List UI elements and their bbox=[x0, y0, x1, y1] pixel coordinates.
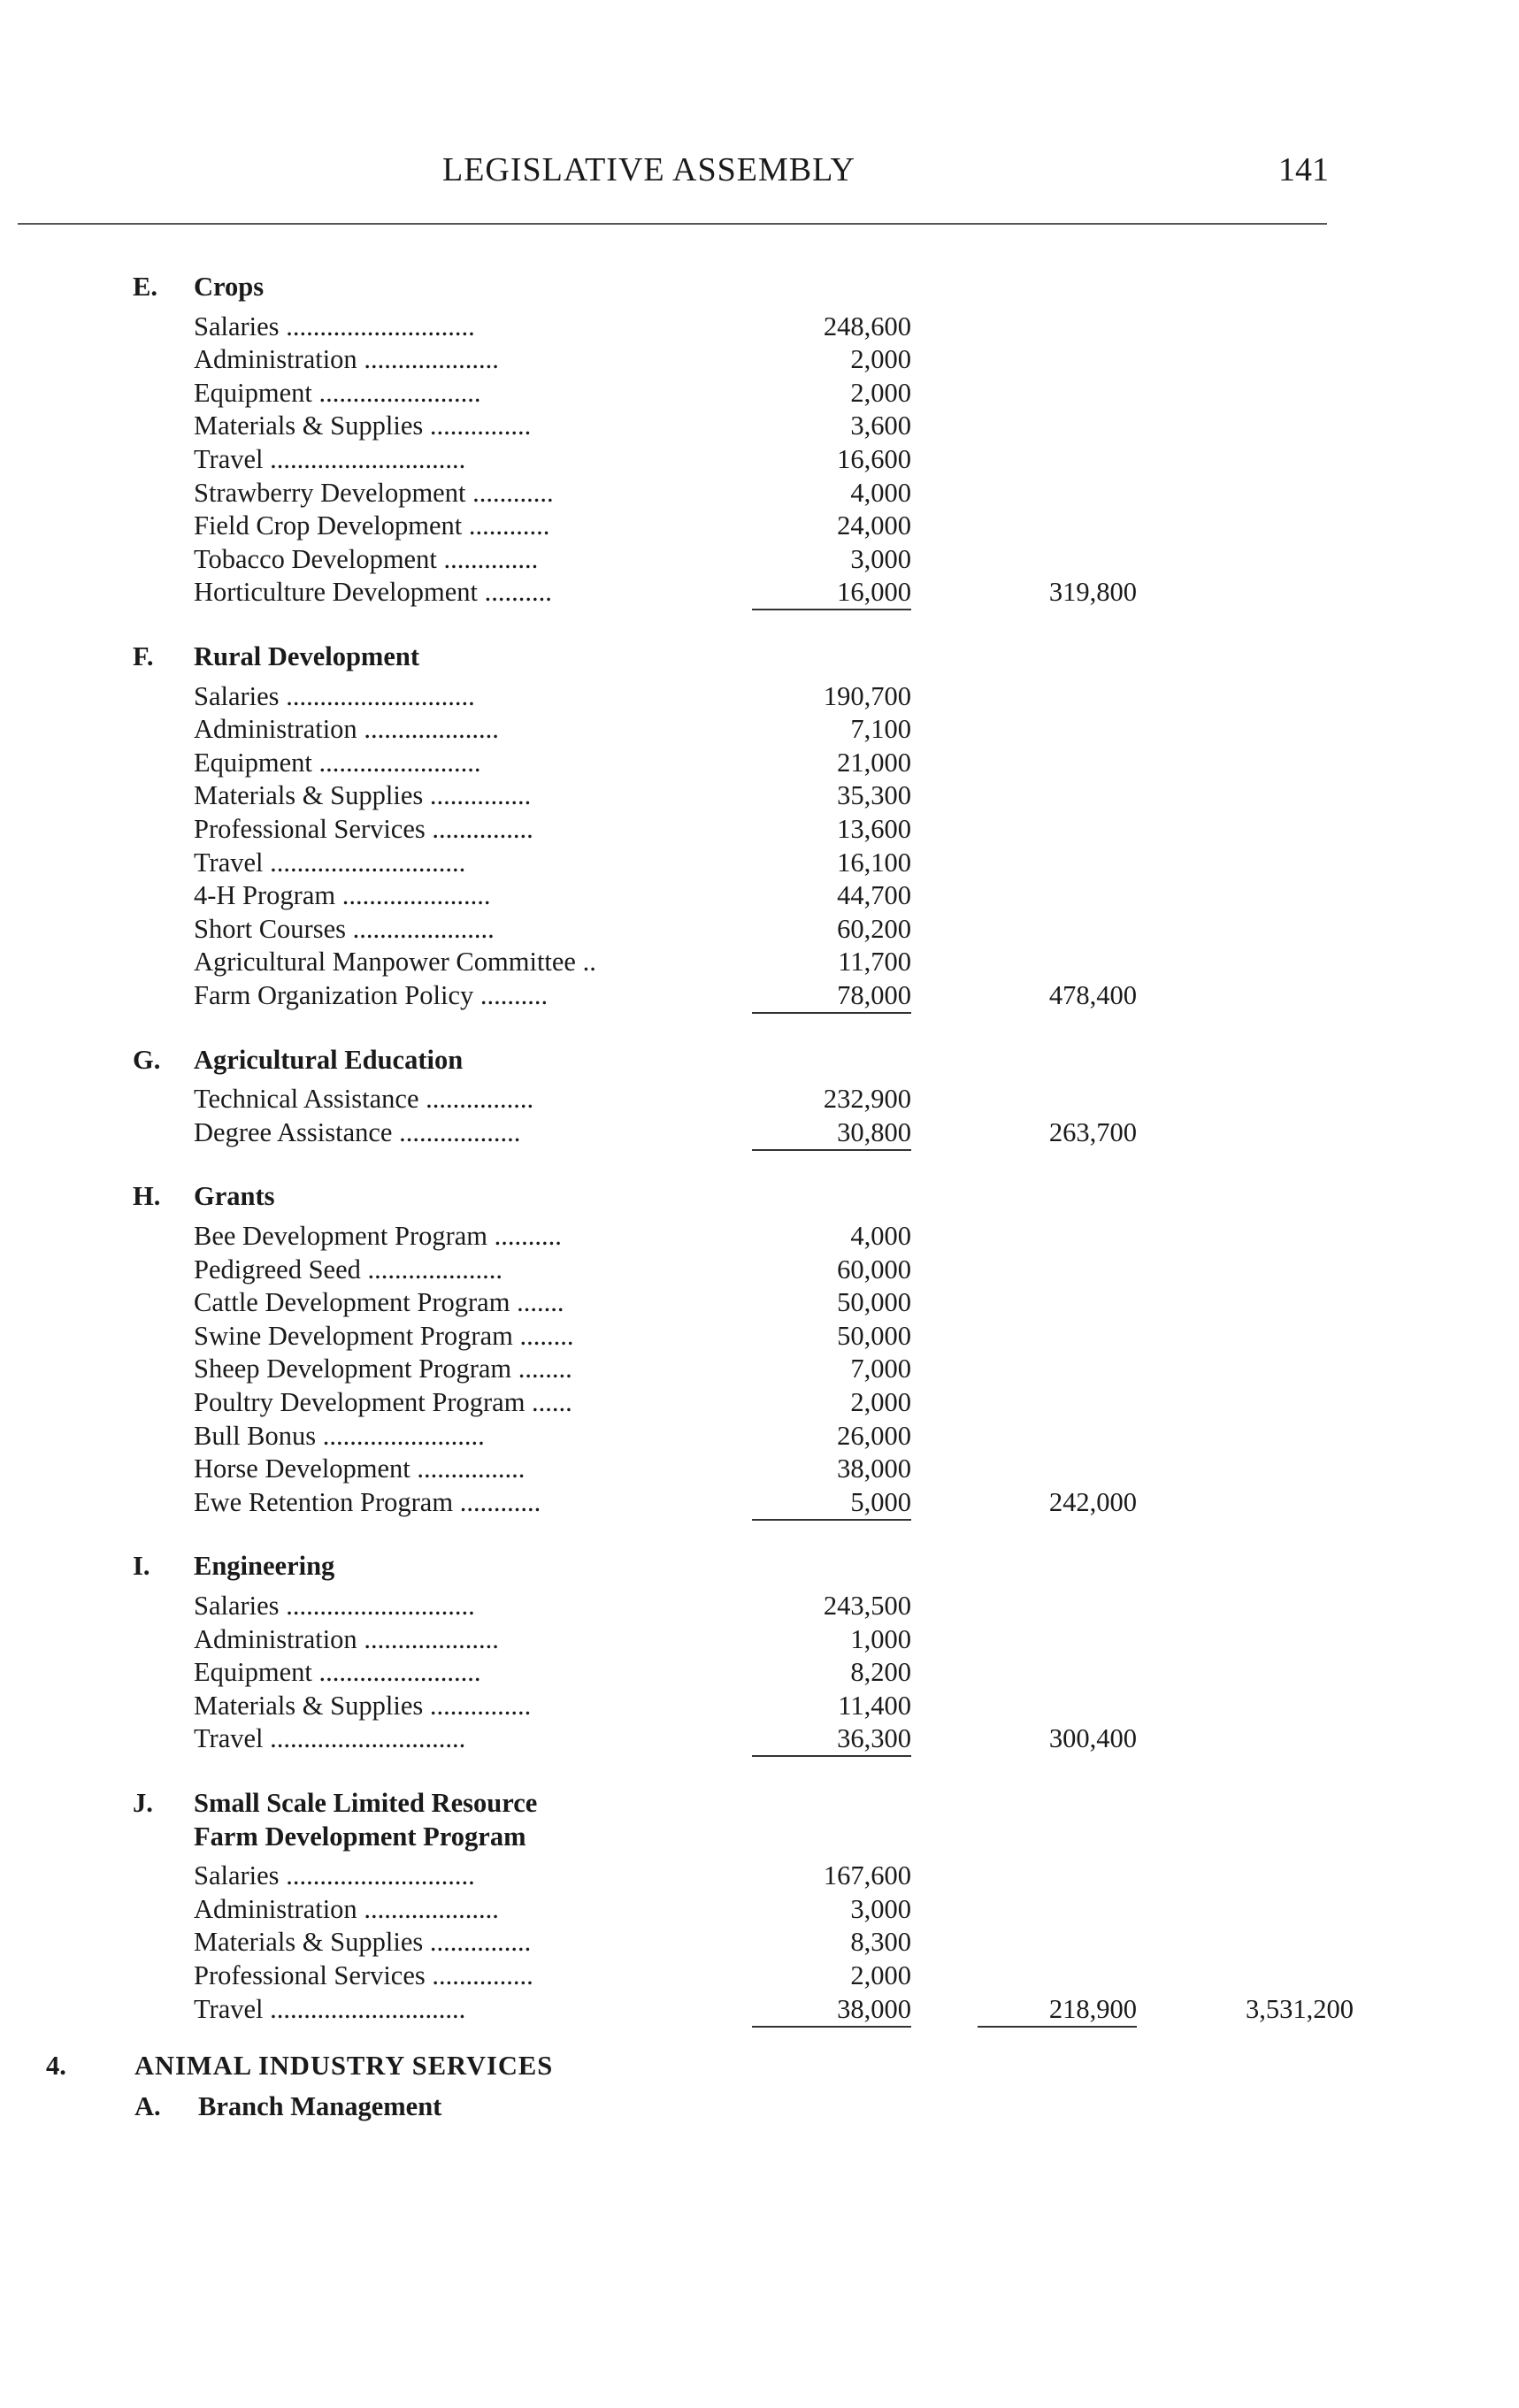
line-item-amount: 190,700 bbox=[823, 680, 911, 711]
table-row bbox=[0, 576, 1519, 609]
table-row bbox=[0, 1486, 1519, 1519]
line-item bbox=[194, 1083, 696, 1116]
table-row bbox=[0, 1959, 1519, 1992]
dot-leader: .................... bbox=[364, 1893, 499, 1924]
header-rule bbox=[18, 223, 1327, 225]
line-item-name: Salaries bbox=[194, 1591, 280, 1621]
dot-leader: .................... bbox=[367, 1254, 502, 1285]
section-title: Small Scale Limited Resource bbox=[194, 1788, 538, 1818]
line-item-amount: 167,600 bbox=[823, 1860, 911, 1891]
line-item-name: Materials & Supplies bbox=[194, 1927, 424, 1958]
line-item-amount: 8,300 bbox=[850, 1927, 911, 1958]
dot-leader: ........................ bbox=[318, 747, 481, 778]
section-title: Engineering bbox=[194, 1551, 335, 1582]
dot-leader: .................. bbox=[399, 1116, 521, 1147]
line-item-amount: 38,000 bbox=[837, 1453, 911, 1484]
line-item bbox=[194, 979, 696, 1012]
line-item-amount: 16,000 bbox=[752, 576, 911, 610]
line-item bbox=[194, 1690, 696, 1722]
line-item-name: Materials & Supplies bbox=[194, 1690, 424, 1721]
line-item-name: Technical Assistance bbox=[194, 1084, 419, 1115]
line-item bbox=[194, 1453, 696, 1485]
line-item-name: Salaries bbox=[194, 680, 280, 711]
line-item-name: Farm Organization Policy bbox=[194, 980, 474, 1010]
line-item bbox=[194, 1353, 696, 1385]
line-item-name: Professional Services bbox=[194, 814, 426, 844]
table-row bbox=[0, 1860, 1519, 1892]
table-row bbox=[0, 813, 1519, 846]
line-item-name: Administration bbox=[194, 1893, 357, 1924]
line-item-name: Ewe Retention Program bbox=[194, 1486, 454, 1517]
section-label: F. bbox=[133, 641, 154, 671]
dot-leader: ........................ bbox=[318, 1657, 481, 1688]
line-item-amount: 16,100 bbox=[837, 847, 911, 878]
table-row bbox=[0, 747, 1519, 779]
dot-leader: .. bbox=[582, 947, 596, 978]
section-total: 218,900 bbox=[978, 1993, 1137, 2028]
table-row bbox=[0, 779, 1519, 812]
line-item bbox=[194, 1623, 696, 1656]
dot-leader: ........................ bbox=[322, 1420, 485, 1451]
line-item bbox=[194, 913, 696, 946]
line-item bbox=[194, 443, 696, 476]
table-row bbox=[0, 1453, 1519, 1485]
line-item bbox=[194, 847, 696, 879]
table-row bbox=[0, 311, 1519, 343]
section-heading bbox=[0, 1787, 1519, 1820]
dot-leader: .......... bbox=[484, 577, 552, 608]
section-label: H. bbox=[133, 1181, 161, 1212]
section-total: 263,700 bbox=[1048, 1116, 1137, 1147]
dot-leader: .................... bbox=[364, 1623, 499, 1654]
line-item-name: Cattle Development Program bbox=[194, 1287, 510, 1318]
line-item-amount: 232,900 bbox=[823, 1084, 911, 1115]
line-item bbox=[194, 543, 696, 576]
table-row bbox=[0, 1254, 1519, 1286]
section-heading bbox=[0, 1044, 1519, 1077]
line-item bbox=[194, 1116, 696, 1149]
line-item bbox=[194, 1893, 696, 1926]
line-item bbox=[194, 747, 696, 779]
dot-leader: ............ bbox=[472, 477, 554, 508]
table-row bbox=[0, 1286, 1519, 1319]
line-item bbox=[194, 713, 696, 746]
dot-leader: .................... bbox=[364, 344, 499, 375]
table-row bbox=[0, 1220, 1519, 1253]
line-item-amount: 2,000 bbox=[850, 344, 911, 375]
section-4a-label: A. bbox=[134, 2091, 161, 2121]
dot-leader: ............................ bbox=[286, 311, 475, 341]
line-item bbox=[194, 1320, 696, 1353]
table-row bbox=[0, 713, 1519, 746]
line-item bbox=[194, 1254, 696, 1286]
line-item-name: Materials & Supplies bbox=[194, 410, 424, 441]
line-item-amount: 1,000 bbox=[850, 1623, 911, 1654]
line-item bbox=[194, 1486, 696, 1519]
line-item bbox=[194, 1656, 696, 1689]
dot-leader: ............................. bbox=[270, 444, 466, 474]
dot-leader: ............................. bbox=[270, 1993, 466, 2024]
section-title: Agricultural Education bbox=[194, 1044, 464, 1075]
line-item bbox=[194, 1386, 696, 1419]
line-item-amount: 243,500 bbox=[823, 1591, 911, 1621]
table-row bbox=[0, 913, 1519, 946]
section-total: 319,800 bbox=[1048, 577, 1137, 608]
table-row bbox=[0, 1722, 1519, 1755]
table-row bbox=[0, 979, 1519, 1012]
line-item-amount: 30,800 bbox=[752, 1116, 911, 1151]
grand-total: 3,531,200 bbox=[1246, 1993, 1354, 2024]
dot-leader: .......... bbox=[479, 980, 549, 1010]
section-total: 300,400 bbox=[1048, 1723, 1137, 1754]
table-row bbox=[0, 1116, 1519, 1149]
table-row bbox=[0, 477, 1519, 510]
line-item-amount: 16,600 bbox=[837, 444, 911, 474]
dot-leader: ..................... bbox=[352, 913, 495, 944]
line-item-name: Travel bbox=[194, 847, 264, 878]
dot-leader: ................ bbox=[426, 1084, 534, 1115]
line-item-amount: 2,000 bbox=[850, 1387, 911, 1417]
line-item bbox=[194, 1926, 696, 1959]
table-row bbox=[0, 680, 1519, 713]
line-item-name: 4-H Program bbox=[194, 880, 336, 911]
line-item-name: Degree Assistance bbox=[194, 1116, 393, 1147]
line-item-name: Tobacco Development bbox=[194, 543, 437, 574]
dot-leader: ...... bbox=[532, 1387, 572, 1417]
dot-leader: ............... bbox=[429, 410, 532, 441]
line-item bbox=[194, 343, 696, 376]
line-item-amount: 38,000 bbox=[752, 1993, 911, 2028]
table-row bbox=[0, 1993, 1519, 2026]
table-row bbox=[0, 410, 1519, 442]
line-item-amount: 3,600 bbox=[850, 410, 911, 441]
dot-leader: ............................ bbox=[286, 1591, 475, 1621]
dot-leader: ............... bbox=[429, 1927, 532, 1958]
table-row bbox=[0, 1893, 1519, 1926]
line-item bbox=[194, 510, 696, 542]
line-item-amount: 13,600 bbox=[837, 814, 911, 844]
dot-leader: .............. bbox=[443, 543, 539, 574]
line-item bbox=[194, 879, 696, 912]
table-row bbox=[0, 443, 1519, 476]
line-item-name: Swine Development Program bbox=[194, 1320, 513, 1351]
section-4-title: ANIMAL INDUSTRY SERVICES bbox=[134, 2051, 554, 2081]
line-item bbox=[194, 946, 696, 978]
line-item-name: Travel bbox=[194, 1723, 264, 1754]
table-row bbox=[0, 543, 1519, 576]
dot-leader: ................ bbox=[417, 1453, 526, 1484]
line-item-name: Bee Development Program bbox=[194, 1221, 488, 1251]
line-item-name: Professional Services bbox=[194, 1960, 426, 1990]
table-row bbox=[0, 1926, 1519, 1959]
section-heading bbox=[0, 640, 1519, 673]
dot-leader: ............ bbox=[459, 1486, 541, 1517]
section-4-number: 4. bbox=[46, 2051, 66, 2081]
section-title-line-2: Farm Development Program bbox=[194, 1821, 526, 1852]
table-row bbox=[0, 1590, 1519, 1622]
dot-leader: .......... bbox=[494, 1221, 562, 1251]
line-item bbox=[194, 1993, 696, 2026]
line-item bbox=[194, 680, 696, 713]
line-item bbox=[194, 1286, 696, 1319]
section-heading bbox=[0, 271, 1519, 303]
section-total: 242,000 bbox=[1048, 1486, 1137, 1517]
section-4a-title: Branch Management bbox=[198, 2091, 442, 2121]
section-heading-continued bbox=[0, 1821, 1519, 1853]
line-item-name: Administration bbox=[194, 714, 357, 745]
line-item-amount: 60,000 bbox=[837, 1254, 911, 1285]
line-item-amount: 248,600 bbox=[823, 311, 911, 341]
line-item-name: Poultry Development Program bbox=[194, 1387, 526, 1417]
line-item-amount: 60,200 bbox=[837, 913, 911, 944]
line-item-amount: 8,200 bbox=[850, 1657, 911, 1688]
line-item bbox=[194, 1860, 696, 1892]
line-item-name: Field Crop Development bbox=[194, 510, 463, 541]
section-label: I. bbox=[133, 1551, 150, 1582]
line-item-name: Strawberry Development bbox=[194, 477, 466, 508]
line-item-name: Equipment bbox=[194, 747, 312, 778]
section-title: Rural Development bbox=[194, 641, 419, 671]
dot-leader: ............................ bbox=[286, 1860, 475, 1891]
table-row bbox=[0, 377, 1519, 410]
line-item-name: Horse Development bbox=[194, 1453, 410, 1484]
table-row bbox=[0, 1623, 1519, 1656]
section-label: G. bbox=[133, 1044, 161, 1075]
line-item-amount: 2,000 bbox=[850, 1960, 911, 1990]
line-item-name: Equipment bbox=[194, 377, 312, 408]
line-item-amount: 24,000 bbox=[837, 510, 911, 541]
page-header-title: LEGISLATIVE ASSEMBLY bbox=[442, 151, 855, 188]
line-item-name: Administration bbox=[194, 344, 357, 375]
line-item-amount: 3,000 bbox=[850, 543, 911, 574]
line-item-amount: 4,000 bbox=[850, 1221, 911, 1251]
line-item bbox=[194, 779, 696, 812]
dot-leader: ............ bbox=[468, 510, 550, 541]
table-row bbox=[0, 343, 1519, 376]
line-item-amount: 3,000 bbox=[850, 1893, 911, 1924]
line-item-amount: 44,700 bbox=[837, 880, 911, 911]
dot-leader: ........ bbox=[518, 1354, 572, 1384]
line-item-amount: 36,300 bbox=[752, 1722, 911, 1757]
line-item-amount: 11,400 bbox=[838, 1690, 911, 1721]
section-heading bbox=[0, 1550, 1519, 1583]
section-title: Grants bbox=[194, 1181, 275, 1212]
line-item-name: Salaries bbox=[194, 311, 280, 341]
table-row bbox=[0, 879, 1519, 912]
line-item-name: Salaries bbox=[194, 1860, 280, 1891]
line-item-name: Sheep Development Program bbox=[194, 1354, 512, 1384]
table-row bbox=[0, 1083, 1519, 1116]
dot-leader: ............... bbox=[432, 1960, 533, 1990]
dot-leader: ....... bbox=[517, 1287, 564, 1318]
dot-leader: ............... bbox=[429, 780, 532, 811]
line-item-name: Materials & Supplies bbox=[194, 780, 424, 811]
line-item bbox=[194, 1220, 696, 1253]
line-item bbox=[194, 1590, 696, 1622]
dot-leader: ............... bbox=[429, 1690, 532, 1721]
line-item-amount: 35,300 bbox=[837, 780, 911, 811]
dot-leader: ...................... bbox=[341, 880, 491, 911]
line-item bbox=[194, 311, 696, 343]
line-item-amount: 50,000 bbox=[837, 1320, 911, 1351]
table-row bbox=[0, 1320, 1519, 1353]
line-item-amount: 4,000 bbox=[850, 477, 911, 508]
line-item bbox=[194, 1959, 696, 1992]
line-item-name: Administration bbox=[194, 1623, 357, 1654]
line-item-name: Travel bbox=[194, 1993, 264, 2024]
section-4-heading bbox=[0, 2050, 1519, 2082]
dot-leader: .................... bbox=[364, 714, 499, 745]
dot-leader: ........ bbox=[519, 1320, 574, 1351]
line-item-name: Bull Bonus bbox=[194, 1420, 317, 1451]
line-item-name: Travel bbox=[194, 444, 264, 474]
table-row bbox=[0, 1420, 1519, 1453]
line-item-amount: 5,000 bbox=[752, 1486, 911, 1521]
line-item-amount: 26,000 bbox=[837, 1420, 911, 1451]
line-item-amount: 50,000 bbox=[837, 1287, 911, 1318]
line-item bbox=[194, 1722, 696, 1755]
line-item-amount: 7,000 bbox=[850, 1354, 911, 1384]
dot-leader: ............... bbox=[432, 814, 533, 844]
line-item bbox=[194, 813, 696, 846]
line-item-amount: 21,000 bbox=[837, 747, 911, 778]
table-row bbox=[0, 946, 1519, 978]
line-item-amount: 78,000 bbox=[752, 979, 911, 1014]
section-title: Crops bbox=[194, 272, 265, 302]
table-row bbox=[0, 1656, 1519, 1689]
line-item-name: Horticulture Development bbox=[194, 577, 478, 608]
line-item bbox=[194, 410, 696, 442]
dot-leader: ........................ bbox=[318, 377, 481, 408]
dot-leader: ............................. bbox=[270, 1723, 466, 1754]
line-item bbox=[194, 477, 696, 510]
line-item-amount: 11,700 bbox=[838, 947, 911, 978]
line-item-name: Pedigreed Seed bbox=[194, 1254, 361, 1285]
line-item bbox=[194, 576, 696, 609]
section-heading bbox=[0, 1180, 1519, 1213]
page-number: 141 bbox=[1278, 151, 1329, 188]
line-item-name: Short Courses bbox=[194, 913, 346, 944]
table-row bbox=[0, 1690, 1519, 1722]
dot-leader: ............................. bbox=[270, 847, 466, 878]
table-row bbox=[0, 1353, 1519, 1385]
table-row bbox=[0, 1386, 1519, 1419]
dot-leader: ............................ bbox=[286, 680, 475, 711]
line-item-name: Equipment bbox=[194, 1657, 312, 1688]
section-label: E. bbox=[133, 272, 157, 302]
section-label: J. bbox=[133, 1788, 153, 1818]
line-item-name: Agricultural Manpower Committee bbox=[194, 947, 576, 978]
table-row bbox=[0, 847, 1519, 879]
section-4a-heading bbox=[0, 2090, 1519, 2123]
line-item bbox=[194, 1420, 696, 1453]
line-item bbox=[194, 377, 696, 410]
table-row bbox=[0, 510, 1519, 542]
line-item-amount: 7,100 bbox=[850, 714, 911, 745]
line-item-amount: 2,000 bbox=[850, 377, 911, 408]
section-total: 478,400 bbox=[1048, 980, 1137, 1010]
